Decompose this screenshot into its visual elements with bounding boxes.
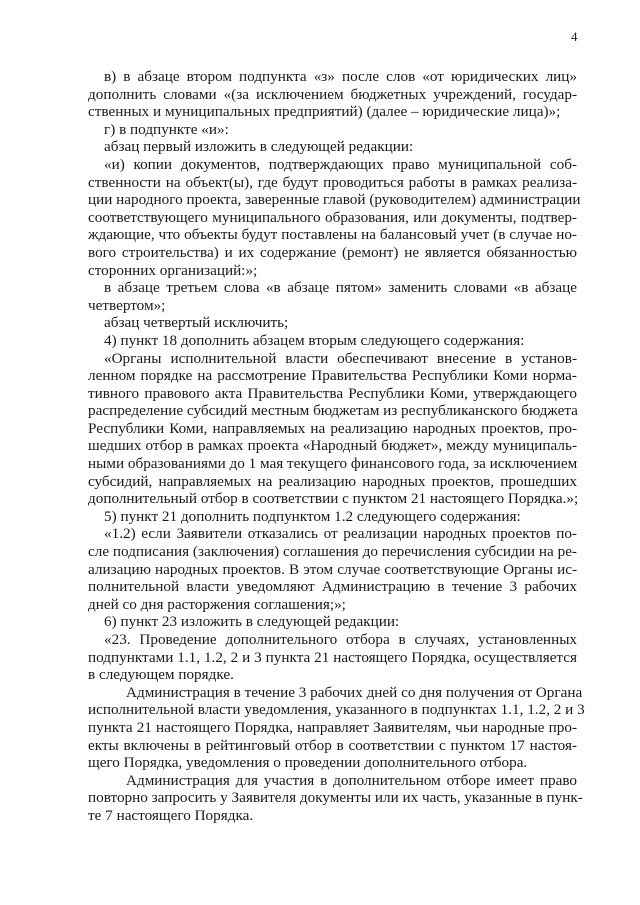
text-line: г) в подпункте «и»: xyxy=(104,120,229,138)
text-line: исполнительной власти уведомления, указанного в подпунктах 1.1, 1.2, 2 и 3 xyxy=(88,701,585,719)
text-line: тивного правового акта Правительства Республики Коми, утверждающего xyxy=(88,384,577,402)
text-line: абзац четвертый исключить; xyxy=(104,314,289,332)
text-line: «1.2) если Заявители отказались от реализации народных проектов по- xyxy=(104,525,577,543)
text-line: дополнительный отбор в соответствии с пунктом 21 настоящего Порядка.»; xyxy=(88,490,579,508)
text-line: те 7 настоящего Порядка. xyxy=(88,806,254,824)
text-line: в следующем порядке. xyxy=(88,666,234,684)
text-line: Республики Коми, направляемых на реализацию народных проектов, про- xyxy=(88,419,577,437)
text-line: в абзаце третьем слова «в абзаце пятом» заменить словами «в абзаце xyxy=(104,279,577,297)
text-line: сторонних организаций:»; xyxy=(88,261,258,279)
text-line: подпунктами 1.1, 1.2, 2 и 3 пункта 21 настоящего Порядка, осуществляется xyxy=(88,648,577,666)
text-line: субсидий, направляемых на реализацию народных проектов, прошедших xyxy=(88,472,577,490)
text-line: дней со дня расторжения соглашения;»; xyxy=(88,595,346,613)
text-line: ственных и муниципальных предприятий) (далее – юридические лица)»; xyxy=(88,103,561,121)
text-line: 4) пункт 18 дополнить абзацем вторым следующего содержания: xyxy=(104,331,525,349)
text-line: шедших отбор в рамках проекта «Народный бюджет», между муниципаль- xyxy=(88,437,577,455)
text-line: «и) копии документов, подтверждающих право муниципальной соб- xyxy=(104,155,577,173)
text-line: ственности на объект(ы), где будут проводиться работы в рамках реализа- xyxy=(88,173,577,191)
text-line: ализацию народных проектов. В этом случае соответствующие Органы ис- xyxy=(88,560,577,578)
page-number: 4 xyxy=(571,29,578,44)
text-line: 5) пункт 21 дополнить подпунктом 1.2 следующего содержания: xyxy=(104,507,521,525)
text-line: ленном порядке на рассмотрение Правительства Республики Коми норма- xyxy=(88,367,577,385)
text-line: Администрация в течение 3 рабочих дней со дня получения от Органа xyxy=(126,683,583,701)
text-line: абзац первый изложить в следующей редакции: xyxy=(104,138,414,156)
text-line: Администрация для участия в дополнительном отборе имеет право xyxy=(126,771,577,789)
text-line: распределение субсидий местным бюджетам из республиканского бюджета xyxy=(88,402,578,420)
text-line: 6) пункт 23 изложить в следующей редакции: xyxy=(104,613,400,631)
text-line: ными образованиями до 1 мая текущего финансового года, за исключением xyxy=(88,455,578,473)
text-line: пункта 21 настоящего Порядка, направляет Заявителям, чьи народные про- xyxy=(88,718,577,736)
text-line: в) в абзаце втором подпункта «з» после слов «от юридических лиц» xyxy=(104,68,577,85)
document-body xyxy=(88,68,585,825)
text-line: вого строительства) и их содержание (ремонт) не является обязанностью xyxy=(88,243,577,261)
text-line: «Органы исполнительной власти обеспечивают внесение в установ- xyxy=(104,349,577,367)
text-line: соответствующего муниципального образования, или документы, подтвер- xyxy=(88,208,577,226)
text-line: щего Порядка, уведомления о проведении дополнительного отбора. xyxy=(88,754,528,772)
text-line: «23. Проведение дополнительного отбора в случаях, установленных xyxy=(104,631,577,648)
text-line: повторно запросить у Заявителя документы или их часть, указанные в пунк- xyxy=(88,789,583,807)
text-line: екты включены в рейтинговый отбор в соответствии с пунктом 17 настоя- xyxy=(88,736,577,754)
text-line: ции народного проекта, заверенные главой (руководителем) администрации xyxy=(88,191,581,209)
text-line: дополнить словами «(за исключением бюджетных учреждений, государ- xyxy=(88,85,577,103)
text-line: полнительной власти уведомляют Администрацию в течение 3 рабочих xyxy=(88,578,577,596)
text-line: ждающие, что объекты будут поставлены на балансовый учет (в случае но- xyxy=(88,226,577,244)
text-line: четвертом»; xyxy=(88,296,166,314)
text-line: сле подписания (заключения) соглашения до перечисления субсидии на ре- xyxy=(88,543,577,561)
